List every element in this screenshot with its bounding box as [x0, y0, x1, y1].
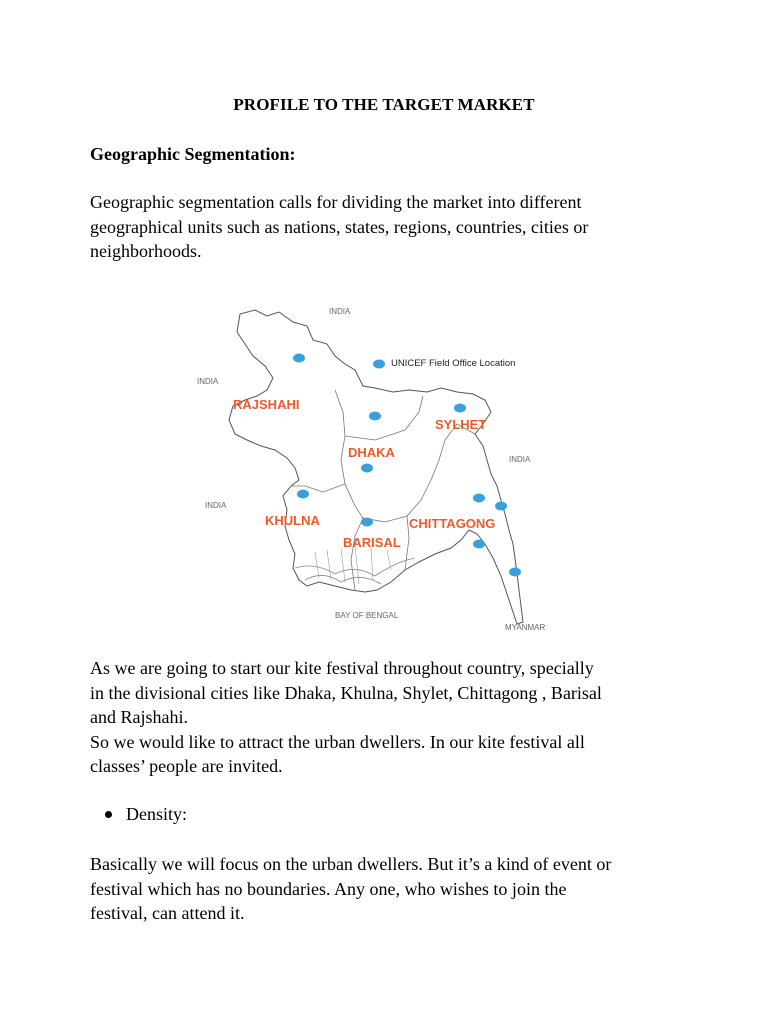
bullet-label: Density:	[126, 804, 187, 824]
bullet-item	[105, 804, 187, 825]
label-rajshahi: RAJSHAHI	[233, 397, 300, 412]
text-line: festival, can attend it.	[90, 903, 245, 923]
text-line: neighborhoods.	[90, 241, 202, 261]
label-india-left-lower: INDIA	[205, 501, 227, 510]
text-line: So we would like to attract the urban dwellers. In our kite festival all	[90, 731, 585, 752]
label-india-left-upper: INDIA	[197, 377, 219, 386]
label-bay-of-bengal: BAY OF BENGAL	[335, 611, 399, 620]
text-line: classes’ people are invited.	[90, 756, 283, 776]
label-barisal: BARISAL	[343, 535, 401, 550]
label-dhaka: DHAKA	[348, 445, 395, 460]
bullet-icon	[105, 811, 112, 818]
bangladesh-map	[195, 300, 555, 640]
festival-paragraph	[90, 656, 690, 779]
text-line: festival which has no boundaries. Any one, who wishes to join the	[90, 878, 567, 899]
label-sylhet: SYLHET	[435, 417, 487, 432]
text-line: geographical units such as nations, states, regions, countries, cities or	[90, 216, 589, 237]
label-myanmar: MYANMAR	[505, 623, 546, 632]
label-chittagong: CHITTAGONG	[409, 516, 496, 531]
label-india-right: INDIA	[509, 455, 531, 464]
density-paragraph	[90, 852, 690, 926]
section-heading: Geographic Segmentation:	[90, 144, 296, 164]
label-khulna: KHULNA	[265, 513, 320, 528]
text-line: in the divisional cities like Dhaka, Khulna, Shylet, Chittagong , Barisal	[90, 682, 602, 703]
page-title: PROFILE TO THE TARGET MARKET	[233, 95, 535, 114]
map-legend: UNICEF Field Office Location	[391, 358, 516, 369]
text-line: and Rajshahi.	[90, 707, 188, 727]
text-line: As we are going to start our kite festival throughout country, specially	[90, 658, 594, 678]
label-india-top: INDIA	[329, 307, 351, 316]
text-line: Basically we will focus on the urban dwellers. But it’s a kind of event or	[90, 854, 612, 874]
intro-paragraph	[90, 190, 690, 264]
text-line: Geographic segmentation calls for dividing the market into different	[90, 192, 582, 212]
